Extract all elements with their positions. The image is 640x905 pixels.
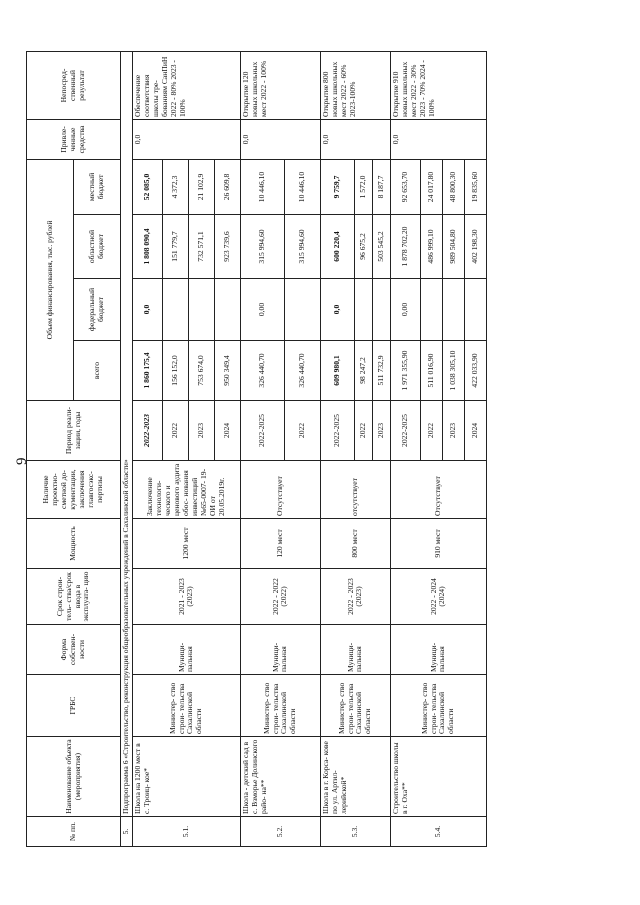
table-row: [320, 51, 354, 846]
period-cell: 2022: [354, 401, 372, 461]
federal-cell: [372, 279, 390, 341]
header-regional: областной бюджет: [74, 215, 121, 279]
period-cell: 2022-2023: [132, 401, 162, 461]
object-construction-period: 2022 - 2022 (2022): [240, 569, 320, 625]
object-construction-period: 2021 - 2023 (2023): [132, 569, 240, 625]
local-cell: 24 017,80: [420, 159, 442, 214]
federal-cell: [420, 279, 442, 341]
table-row: [240, 51, 284, 846]
federal-cell: 0,0: [320, 279, 354, 341]
page-number: 9: [14, 457, 30, 465]
object-construction-period: 2022 - 2024 (2024): [390, 569, 486, 625]
local-cell: 8 187,7: [372, 159, 390, 214]
federal-cell: [188, 279, 214, 341]
federal-cell: 0,0: [132, 279, 162, 341]
object-grbs: Министер- ство строи- тельства Сахалинской области: [240, 675, 320, 737]
object-ownership: Муници- пальная: [240, 625, 320, 675]
regional-cell: 315 994,60: [240, 215, 284, 279]
object-num: 5.1.: [132, 817, 240, 847]
total-cell: 511 732,9: [372, 341, 390, 401]
local-cell: 4 372,3: [162, 159, 188, 214]
object-ownership: Муници- пальная: [390, 625, 486, 675]
header-grbs: ГРБС: [27, 675, 121, 737]
federal-cell: 0,00: [390, 279, 420, 341]
header-federal: федеральный бюджет: [74, 279, 121, 341]
period-cell: 2024: [214, 401, 240, 461]
header-private: Привле- ченные средства: [27, 119, 121, 159]
total-cell: 156 152,0: [162, 341, 188, 401]
object-result: Открытие 120 новых школьных мест 2022 - 100%: [240, 51, 320, 119]
regional-cell: 315 994,60: [284, 215, 320, 279]
header-period: Период реали- зации, годы: [27, 401, 121, 461]
local-cell: 21 102,9: [188, 159, 214, 214]
period-cell: 2023: [188, 401, 214, 461]
federal-cell: [354, 279, 372, 341]
header-capacity: Мощность: [27, 519, 121, 569]
header-psd: Наличие проектно- сметной до- кументации, заключения главгосэкс- пертизы: [27, 461, 121, 519]
object-private: 0,0: [320, 119, 390, 159]
regional-cell: 923 739,6: [214, 215, 240, 279]
total-cell: 326 440,70: [240, 341, 284, 401]
object-construction-period: 2022 - 2023 (2023): [320, 569, 390, 625]
header-total: всего: [74, 341, 121, 401]
object-name: Школа на 1200 мест в с. Троиц- кое*: [132, 737, 240, 817]
federal-cell: [464, 279, 486, 341]
regional-cell: 486 999,10: [420, 215, 442, 279]
header-result: Непосред- ственный результат: [27, 51, 121, 119]
period-cell: 2023: [442, 401, 464, 461]
total-cell: 1 971 355,90: [390, 341, 420, 401]
funding-table: [26, 51, 487, 847]
regional-cell: 402 198,30: [464, 215, 486, 279]
regional-cell: 732 571,1: [188, 215, 214, 279]
table-row: [132, 51, 162, 846]
total-cell: 326 440,70: [284, 341, 320, 401]
object-psd: Отсутствует: [240, 461, 320, 519]
object-capacity: 910 мест: [390, 519, 486, 569]
period-cell: 2022-2025: [390, 401, 420, 461]
object-grbs: Министер- ство строи- тельства Сахалинской области: [320, 675, 390, 737]
object-psd: отсутствует: [320, 461, 390, 519]
local-cell: 9 759,7: [320, 159, 354, 214]
object-num: 5.2.: [240, 817, 320, 847]
total-cell: 1 038 305,10: [442, 341, 464, 401]
federal-cell: 0,00: [240, 279, 284, 341]
object-result: Открытие 800 новых школьных мест 2022 - 60% 2023-100%: [320, 51, 390, 119]
object-ownership: Муници- пальная: [132, 625, 240, 675]
federal-cell: [284, 279, 320, 341]
object-capacity: 120 мест: [240, 519, 320, 569]
period-cell: 2022: [420, 401, 442, 461]
header-name: Наименование объекта (мероприятия): [27, 737, 121, 817]
header-local: местный бюджет: [74, 159, 121, 214]
period-cell: 2022: [162, 401, 188, 461]
object-psd: Отсутствует: [390, 461, 486, 519]
local-cell: 48 800,30: [442, 159, 464, 214]
section-row: [121, 51, 133, 846]
object-grbs: Министер- ство строи- тельства Сахалинской области: [132, 675, 240, 737]
federal-cell: [442, 279, 464, 341]
local-cell: 52 085,0: [132, 159, 162, 214]
object-name: Школа - детский сад в с. Взморье Долинского райо- на**: [240, 737, 320, 817]
object-private: 0,0: [390, 119, 486, 159]
period-cell: 2023: [372, 401, 390, 461]
section-title: Подпрограмма 6 «Строительство, реконструкция общеобразовательных учреждений в Сахалинской области»: [121, 51, 133, 816]
federal-cell: [214, 279, 240, 341]
object-name: Строительство школы в г. Оха**: [390, 737, 486, 817]
object-capacity: 800 мест: [320, 519, 390, 569]
regional-cell: 989 504,80: [442, 215, 464, 279]
object-private: 0,0: [132, 119, 240, 159]
object-grbs: Министер- ство строи- тельства Сахалинской области: [390, 675, 486, 737]
table-row: [390, 51, 420, 846]
header-construction-period: Срок строи- тель- ства/срок ввода в эксплуата- цию: [27, 569, 121, 625]
period-cell: 2022-2025: [320, 401, 354, 461]
total-cell: 753 674,0: [188, 341, 214, 401]
total-cell: 1 860 175,4: [132, 341, 162, 401]
object-private: 0,0: [240, 119, 320, 159]
object-name: Школа в г. Корса- кове по ул. Артил- лерийской*: [320, 737, 390, 817]
total-cell: 609 980,1: [320, 341, 354, 401]
local-cell: 92 653,70: [390, 159, 420, 214]
local-cell: 26 609,8: [214, 159, 240, 214]
total-cell: 950 349,4: [214, 341, 240, 401]
header-ownership: Форма собствен- ности: [27, 625, 121, 675]
total-cell: 98 247,2: [354, 341, 372, 401]
regional-cell: 1 878 702,20: [390, 215, 420, 279]
object-psd: Заключение технологи- ческого и ценового аудита обос- нования инвестиций №65-0007- 19-ОИ от 20.05.2019г.: [132, 461, 240, 519]
period-cell: 2024: [464, 401, 486, 461]
regional-cell: 96 675,2: [354, 215, 372, 279]
object-num: 5.3.: [320, 817, 390, 847]
header-num: № пп.: [27, 817, 121, 847]
regional-cell: 503 545,2: [372, 215, 390, 279]
regional-cell: 151 779,7: [162, 215, 188, 279]
local-cell: 10 446,10: [240, 159, 284, 214]
object-result: Открытие 910 новых школьных мест 2022 - 30% 2023 - 70% 2024 - 100%: [390, 51, 486, 119]
total-cell: 422 033,90: [464, 341, 486, 401]
local-cell: 1 572,0: [354, 159, 372, 214]
period-cell: 2022: [284, 401, 320, 461]
object-ownership: Муници- пальная: [320, 625, 390, 675]
regional-cell: 600 220,4: [320, 215, 354, 279]
section-num: 5.: [121, 817, 133, 847]
object-result: Обеспечение соответствия школы тре- бованиям СанПиН 2022 - 80% 2023 - 100%: [132, 51, 240, 119]
total-cell: 511 016,90: [420, 341, 442, 401]
regional-cell: 1 808 090,4: [132, 215, 162, 279]
period-cell: 2022-2025: [240, 401, 284, 461]
object-num: 5.4.: [390, 817, 486, 847]
local-cell: 10 446,10: [284, 159, 320, 214]
header-funding: Объем финансирования, тыс. рублей: [27, 159, 74, 400]
object-capacity: 1200 мест: [132, 519, 240, 569]
federal-cell: [162, 279, 188, 341]
local-cell: 19 835,60: [464, 159, 486, 214]
